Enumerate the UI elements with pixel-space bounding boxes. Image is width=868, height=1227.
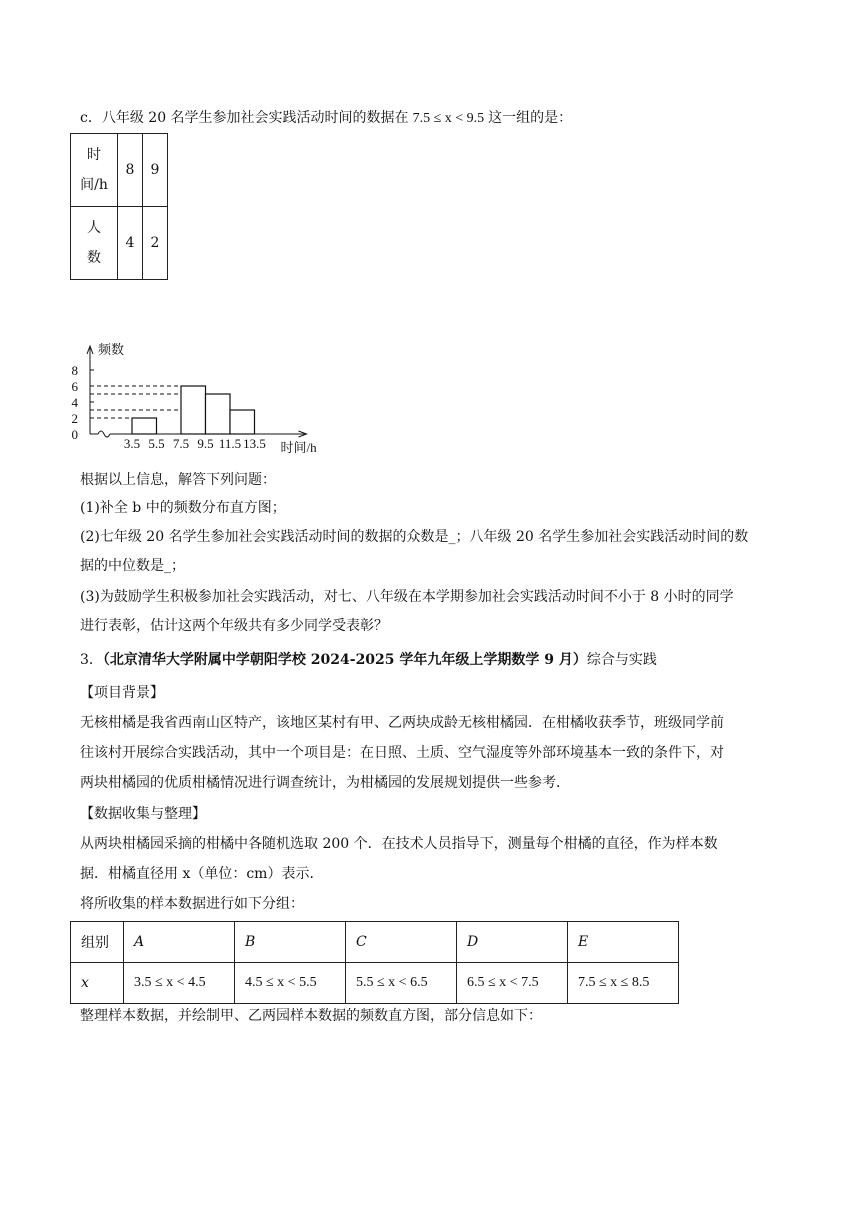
group-intro: 将所收集的样本数据进行如下分组： [80, 896, 304, 912]
table-row-label-time [71, 134, 118, 207]
label-count-a: 人 [87, 220, 101, 236]
table-header-cell: D [457, 922, 568, 963]
background-line-1: 无核柑橘是我省西南山区特产，该地区某村有甲、乙两块成龄无核柑橘园．在柑橘收获季节，班级同学前 [80, 715, 724, 731]
x-tick-label: 13.5 [243, 436, 266, 451]
table-cell: 4 [118, 207, 143, 280]
background-line-3: 两块柑橘园的优质柑橘情况进行调查统计，为柑橘园的发展规划提供一些参考． [80, 775, 570, 791]
y-tick-label: 6 [71, 379, 78, 394]
table-row [71, 922, 679, 963]
x-tick-label: 3.5 [123, 436, 141, 451]
table-header-cell: A [124, 922, 235, 963]
data-line-2: 据．柑橘直径用 x（单位：cm）表示． [80, 866, 324, 882]
histogram-bar [230, 410, 255, 434]
x-axis-label: 时间/h [280, 440, 317, 455]
item-c-prefix: c．八年级 20 名学生参加社会实践活动时间的数据在 [80, 110, 409, 126]
x-tick-label: 9.5 [197, 436, 214, 451]
axis-break [98, 431, 110, 437]
problem-number: 3． [80, 652, 103, 668]
question-1: (1)补全 b 中的频数分布直方图； [80, 500, 286, 516]
table-cell: 2 [143, 207, 168, 280]
closing-line: 整理样本数据，并绘制甲、乙两园样本数据的频数直方图，部分信息如下： [80, 1008, 542, 1024]
table-row [71, 963, 679, 1004]
group-table [70, 921, 679, 1004]
x-tick-label: 11.5 [218, 436, 242, 451]
table-header-cell: C [346, 922, 457, 963]
y-tick-label: 8 [71, 363, 78, 378]
question-2-line-2: 据的中位数是_； [80, 558, 185, 574]
time-count-table [70, 133, 168, 280]
y-tick-label: 2 [71, 411, 78, 426]
y-tick-label: 4 [71, 395, 78, 410]
problem-topic: 综合与实践 [586, 652, 657, 668]
question-3-line-2: 进行表彰，估计这两个年级共有多少同学受表彰？ [80, 618, 388, 634]
label-time-a: 时 [87, 147, 101, 163]
frequency-histogram [60, 276, 330, 456]
table-cell: 3.5 ≤ x < 4.5 [124, 963, 235, 1004]
data-line-1: 从两块柑橘园采摘的柑橘中各随机选取 200 个．在技术人员指导下，测量每个柑橘的直径，作为样本数 [80, 836, 718, 852]
label-count-b: 数 [87, 250, 101, 266]
problem-source: （北京清华大学附属中学朝阳学校 2024-2025 学年九年级上学期数学 9 月） [102, 652, 587, 668]
table-header-cell: B [235, 922, 346, 963]
label-time-b: 间/h [80, 177, 108, 193]
background-line-2: 往该村开展综合实践活动，其中一个项目是：在日照、土质、空气湿度等外部环境基本一致的条件下，对 [80, 745, 724, 761]
problem-3-header [80, 650, 657, 670]
y-axis-label: 频数 [98, 342, 125, 357]
project-background-heading: 【项目背景】 [80, 685, 164, 701]
x-tick-label: 7.5 [172, 436, 190, 451]
table-cell: 6.5 ≤ x < 7.5 [457, 963, 568, 1004]
table-cell: 8 [118, 134, 143, 207]
question-3-line-1: (3)为鼓励学生积极参加社会实践活动，对七、八年级在本学期参加社会实践活动时间不小于 8 小时的同学 [80, 589, 734, 605]
table-cell: 9 [143, 134, 168, 207]
questions-intro: 根据以上信息，解答下列问题： [80, 472, 276, 488]
table-cell: x [71, 963, 124, 1004]
histogram-bar [181, 386, 206, 434]
data-collection-heading: 【数据收集与整理】 [80, 806, 206, 822]
table-cell: 5.5 ≤ x < 6.5 [346, 963, 457, 1004]
table-header-cell: E [568, 922, 679, 963]
question-2-line-1: (2)七年级 20 名学生参加社会实践活动时间的数据的众数是_；八年级 20 名学生参加社会实践活动时间的数 [80, 529, 749, 545]
histogram-bar [132, 418, 157, 434]
item-c-text [80, 108, 572, 129]
histogram-bar [206, 394, 231, 434]
table-cell: 7.5 ≤ x ≤ 8.5 [568, 963, 679, 1004]
table-row-label-count [71, 207, 118, 280]
x-tick-label: 5.5 [148, 436, 165, 451]
item-c-range: 7.5 ≤ x < 9.5 [412, 111, 485, 126]
y-tick-label: 0 [71, 427, 78, 442]
table-cell: 4.5 ≤ x < 5.5 [235, 963, 346, 1004]
table-header-cell: 组别 [71, 922, 124, 963]
item-c-suffix: 这一组的是： [488, 110, 573, 126]
